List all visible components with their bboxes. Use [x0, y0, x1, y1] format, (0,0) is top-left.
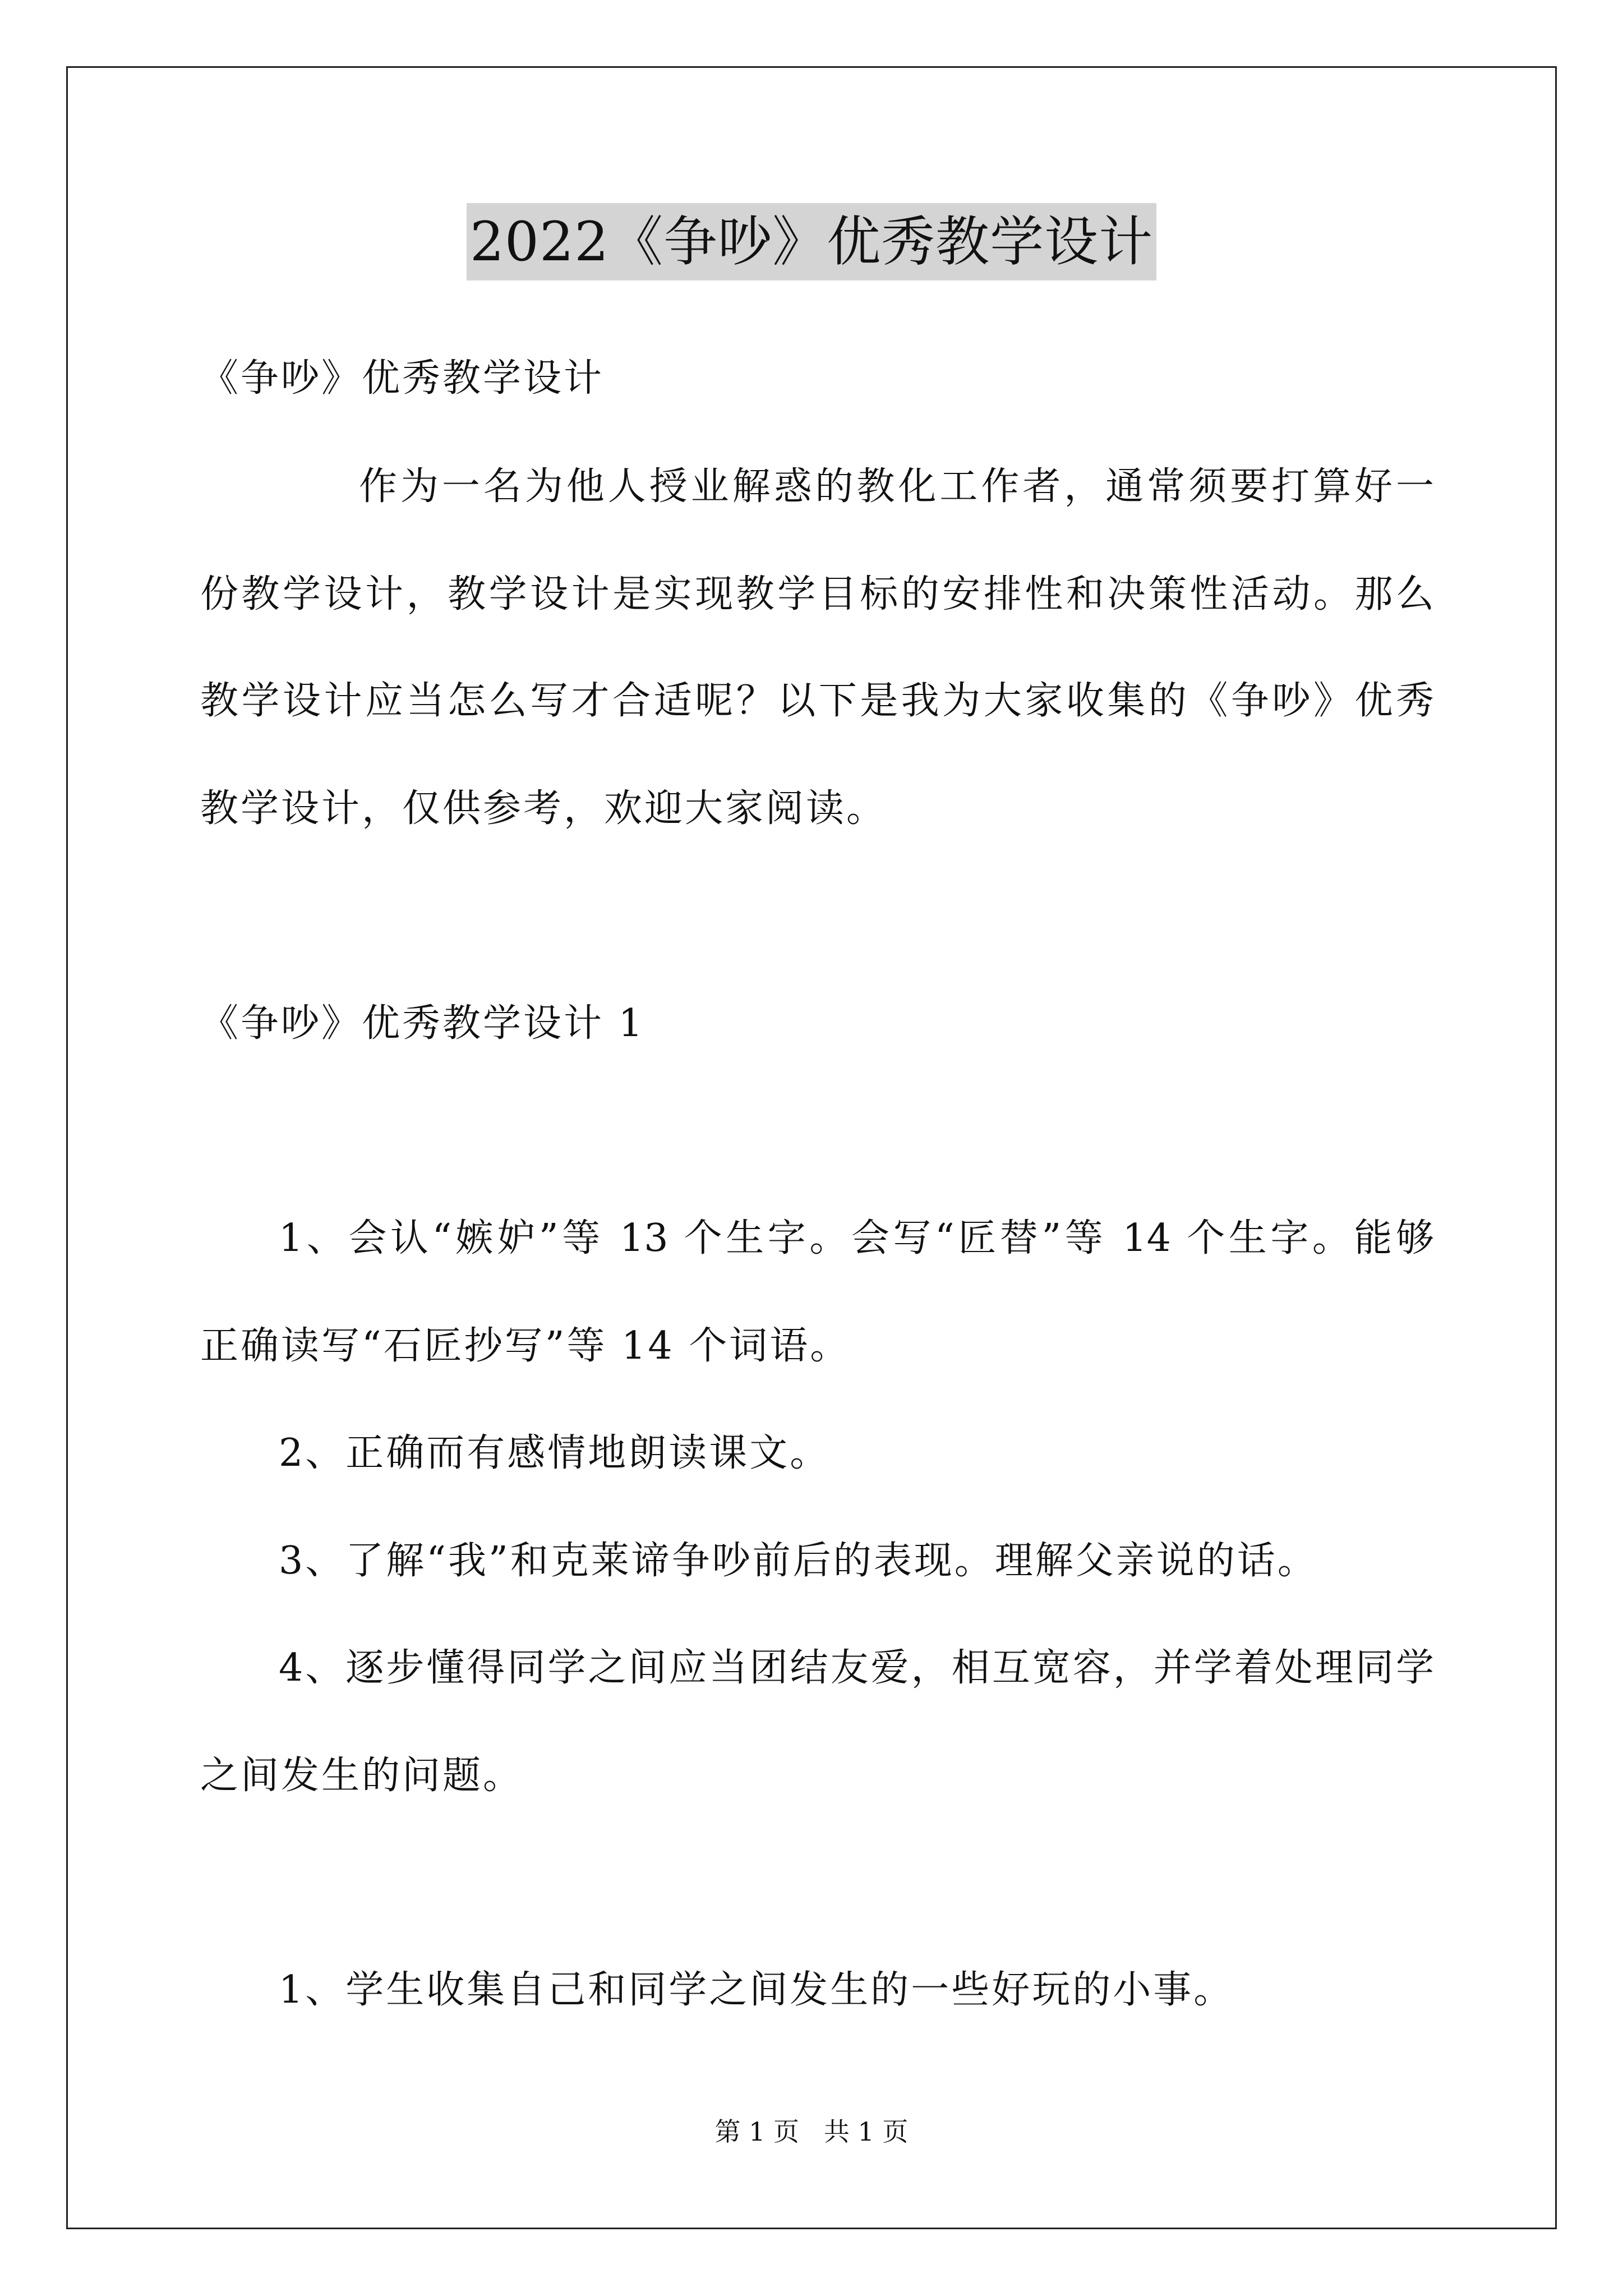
section-heading: 《争吵》优秀教学设计 1 [200, 1001, 645, 1046]
intro-line-4: 教学设计，仅供参考，欢迎大家阅读。 [200, 786, 887, 831]
goal-line-6: 之间发生的问题。 [200, 1754, 524, 1798]
document-title: 2022《争吵》优秀教学设计 [467, 203, 1156, 280]
document-subtitle: 《争吵》优秀教学设计 [200, 356, 605, 401]
goal-line-1: 1、会认“嫉妒”等 13 个生字。会写“匠替”等 14 个生字。能够 [279, 1216, 1434, 1260]
goal-line-2: 正确读写“石匠抄写”等 14 个词语。 [200, 1324, 851, 1368]
goal-line-4: 3、了解“我”和克莱谛争吵前后的表现。理解父亲说的话。 [279, 1539, 1318, 1583]
title-container [0, 203, 1623, 280]
goal-line-5: 4、逐步懂得同学之间应当团结友爱，相互宽容，并学着处理同学 [279, 1646, 1434, 1690]
goal-line-3: 2、正确而有感情地朗读课文。 [279, 1431, 831, 1475]
intro-line-2: 份教学设计，教学设计是实现教学目标的安排性和决策性活动。那么 [200, 572, 1434, 616]
intro-line-1: 作为一名为他人授业解惑的教化工作者，通常须要打算好一 [359, 464, 1434, 509]
intro-line-3: 教学设计应当怎么写才合适呢？以下是我为大家收集的《争吵》优秀 [200, 679, 1434, 723]
prep-line-1: 1、学生收集自己和同学之间发生的一些好玩的小事。 [279, 1968, 1234, 2012]
page-footer: 第 1 页 共 1 页 [714, 2116, 909, 2147]
